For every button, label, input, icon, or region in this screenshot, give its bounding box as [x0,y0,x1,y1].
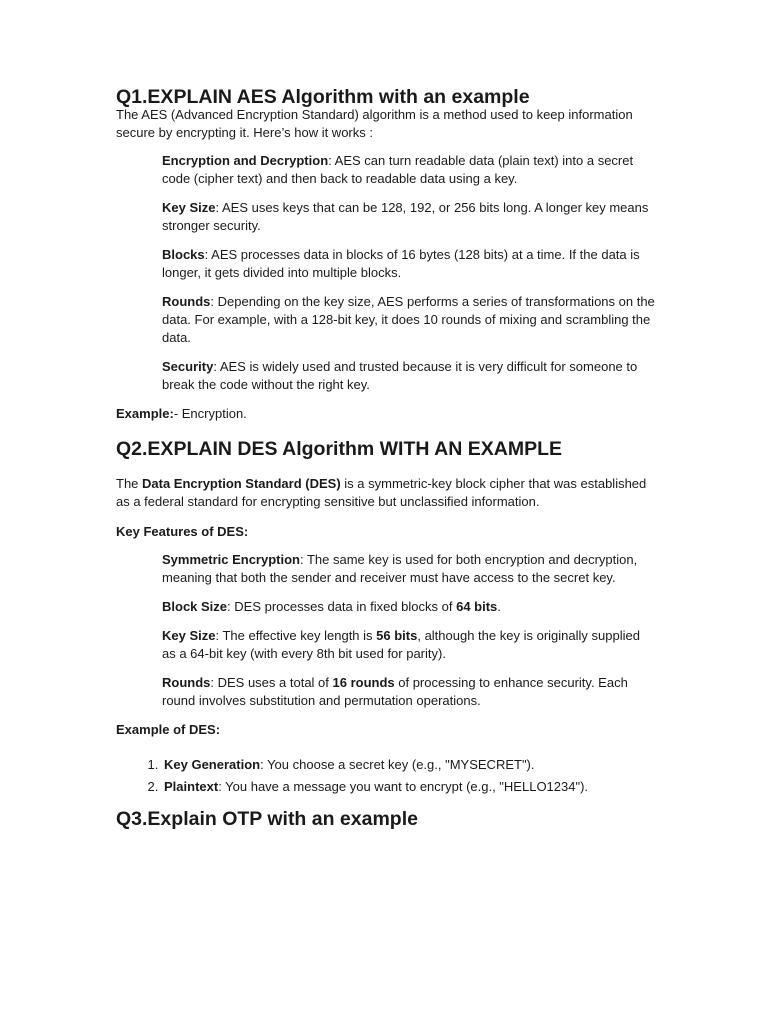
list-item [162,778,656,796]
q1-example-text: - Encryption. [173,406,247,421]
q1-example-label: Example: [116,406,174,421]
q2-feature-text: . [497,599,501,614]
q2-feature-term: Block Size [162,599,228,614]
q1-item-term: Key Size [162,200,216,215]
q1-item-encryption [162,152,656,188]
q2-features [162,551,656,710]
q2-feature-text: : DES processes data in fixed blocks of [227,599,457,614]
q1-item-text: : AES is widely used and trusted because it is very difficult for someone to break the code without the right key. [162,359,638,392]
q2-section [116,440,656,796]
q2-features-heading: Key Features of DES: [116,524,249,539]
list-item [162,756,656,774]
q1-item-security [162,358,656,394]
step-term: Key Generation [164,757,261,772]
q1-item-text: : AES can turn readable data (plain text) into a secret code (cipher text) and then back to readable data using a key. [162,153,634,186]
q2-intro-pre: The [116,476,143,491]
q1-items [162,152,656,394]
step-term: Plaintext [164,779,219,794]
q2-heading: Q2.EXPLAIN DES Algorithm WITH AN EXAMPLE [116,438,562,460]
q2-feature-rounds [162,674,656,710]
q2-feature-text: : The effective key length is [215,628,377,643]
q2-feature-bold: 16 rounds [332,675,395,690]
q1-item-key-size [162,199,656,235]
q2-intro-post: is a symmetric-key block cipher that was established as a federal standard for encrypting sensitive but unclassified information. [116,476,647,509]
q1-item-term: Encryption and Decryption [162,153,329,168]
q2-example-steps [116,756,656,796]
q1-item-text: : AES uses keys that can be 128, 192, or 256 bits long. A longer key means stronger security. [162,200,649,233]
q2-feature-term: Symmetric Encryption [162,552,300,567]
q1-item-term: Blocks [162,247,205,262]
q2-feature-term: Key Size [162,628,216,643]
q2-feature-block-size [162,598,656,616]
q2-example-heading: Example of DES: [116,722,221,737]
document-page [116,88,656,828]
q2-feature-text: : The same key is used for both encryption and decryption, meaning that both the sender and receiver must have access to the secret key. [162,552,638,585]
q2-feature-text: , although the key is originally supplied as a 64-bit key (with every 8th bit used for parity). [162,628,640,661]
q1-item-text: : AES processes data in blocks of 16 bytes (128 bits) at a time. If the data is longer, it gets divided into multiple blocks. [162,247,640,280]
q2-feature-key-size [162,627,656,663]
q3-section [116,810,656,828]
q2-feature-bold: 64 bits [456,599,498,614]
step-text: : You choose a secret key (e.g., "MYSECRET"). [260,757,535,772]
q2-feature-text: : DES uses a total of [210,675,333,690]
q1-item-term: Security [162,359,214,374]
q1-example [116,405,656,423]
q1-intro: The AES (Advanced Encryption Standard) algorithm is a method used to keep information secure by encrypting it. Here’s how it works : [116,107,633,140]
q2-feature-bold: 56 bits [376,628,418,643]
q3-heading: Q3.Explain OTP with an example [116,808,418,830]
q1-heading: Q1.EXPLAIN AES Algorithm with an example [116,86,530,108]
q1-section [116,88,656,423]
q1-item-term: Rounds [162,294,211,309]
step-text: : You have a message you want to encrypt (e.g., "HELLO1234"). [218,779,589,794]
q2-intro-bold: Data Encryption Standard (DES) [142,476,341,491]
q2-feature-symmetric [162,551,656,587]
q2-intro [116,475,656,511]
q1-item-text: : Depending on the key size, AES performs a series of transformations on the data. For example, with a 128-bit key, it does 10 rounds of mixing and scrambling the data. [162,294,655,345]
q2-feature-term: Rounds [162,675,211,690]
q1-item-blocks [162,246,656,282]
q1-item-rounds [162,293,656,347]
q2-feature-text: of processing to enhance security. Each round involves substitution and permutation operations. [162,675,628,708]
